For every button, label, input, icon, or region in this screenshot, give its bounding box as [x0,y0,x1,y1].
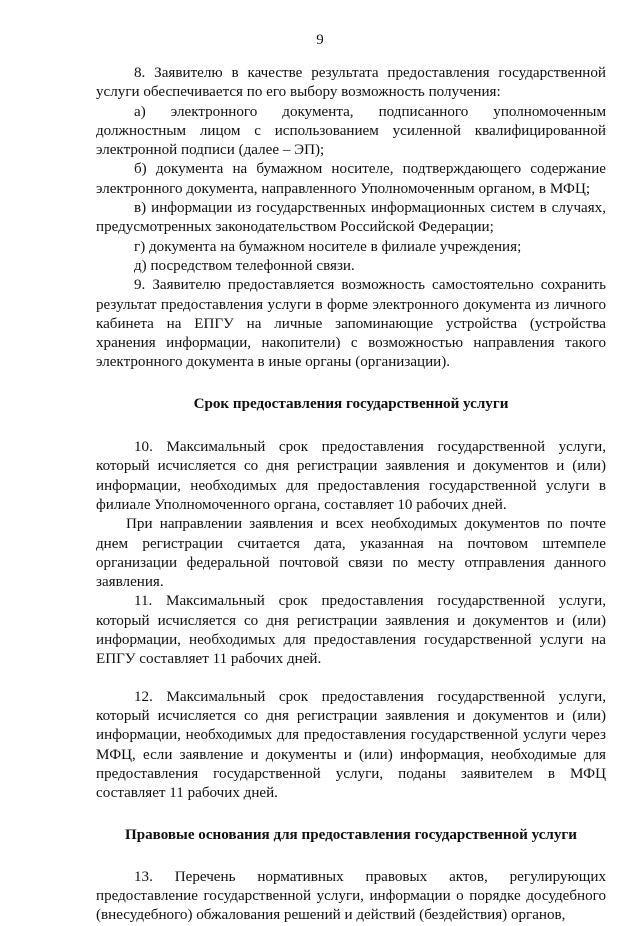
page-content [96,64,606,926]
spacer [96,373,606,395]
paragraph-8-c: в) информации из государственных информационных систем в случаях, предусмотренных законодательством Российской Федерации; [96,200,606,236]
paragraph-8-d: г) документа на бумажном носителе в филиале учреждения; [134,238,522,255]
paragraph-8-b: б) документа на бумажном носителе, подтверждающего содержание электронного документа, направленного Уполномоченным органом, в МФЦ; [96,161,606,197]
page-number: 9 [316,32,324,48]
paragraph-11: 11. Максимальный срок предоставления государственной услуги, который исчисляется со дня регистрации заявления и документов и (или) информации, необходимых для предоставления государственной услуги на ЕПГУ составляет 11 рабочих дней. [96,593,606,668]
section-heading-legal: Правовые основания для предоставления государственной услуги [125,827,577,844]
paragraph-8: 8. Заявителю в качестве результата предоставления государственной услуги обеспечивается по его выбору возможность получения: [96,65,606,101]
paragraph-12: 12. Максимальный срок предоставления государственной услуги, который исчисляется со дня регистрации заявления и документов и (или) информации, необходимых для предоставления государственной услуги через МФЦ, если заявление и документы и (или) информация, необходимые для предоставления государственной услуги, поданы заявителем в МФЦ составляет 11 рабочих дней. [96,688,606,802]
paragraph-8-e: д) посредством телефонной связи. [134,257,355,274]
section-heading-term: Срок предоставления государственной услуги [193,395,509,412]
spacer [96,414,606,438]
paragraph-10: 10. Максимальный срок предоставления государственной услуги, который исчисляется со дня регистрации заявления и документов и (или) информации, необходимых для предоставления государственной услуги в филиале Уполномоченного органа, составляет 10 рабочих дней. [96,439,606,513]
paragraph-10-postal: При направлении заявления и всех необходимых документов по почте днем регистрации считается дата, указанная на почтовом штемпеле организации федеральной почтовой связи по месту отправления данного заявления. [96,516,606,591]
spacer [96,846,606,868]
paragraph-13: 13. Перечень нормативных правовых актов, регулирующих предоставление государственной услуги, информации о порядке досудебного (внесудебного) обжалования решений и действий (бездействия) органов, [96,868,606,924]
spacer [96,803,606,826]
paragraph-9: 9. Заявителю предоставляется возможность самостоятельно сохранить результат предоставления услуги в форме электронного документа из личного кабинета на ЕПГУ на личные запоминающие устройства (устройства хранения информации, накопители) с возможностью направления такого электронного документа в иные органы (организации). [96,277,606,371]
spacer [96,670,606,688]
paragraph-8-a: а) электронного документа, подписанного уполномоченным должностным лицом с использованием усиленной квалифицированной электронной подписи (далее – ЭП); [96,103,606,159]
